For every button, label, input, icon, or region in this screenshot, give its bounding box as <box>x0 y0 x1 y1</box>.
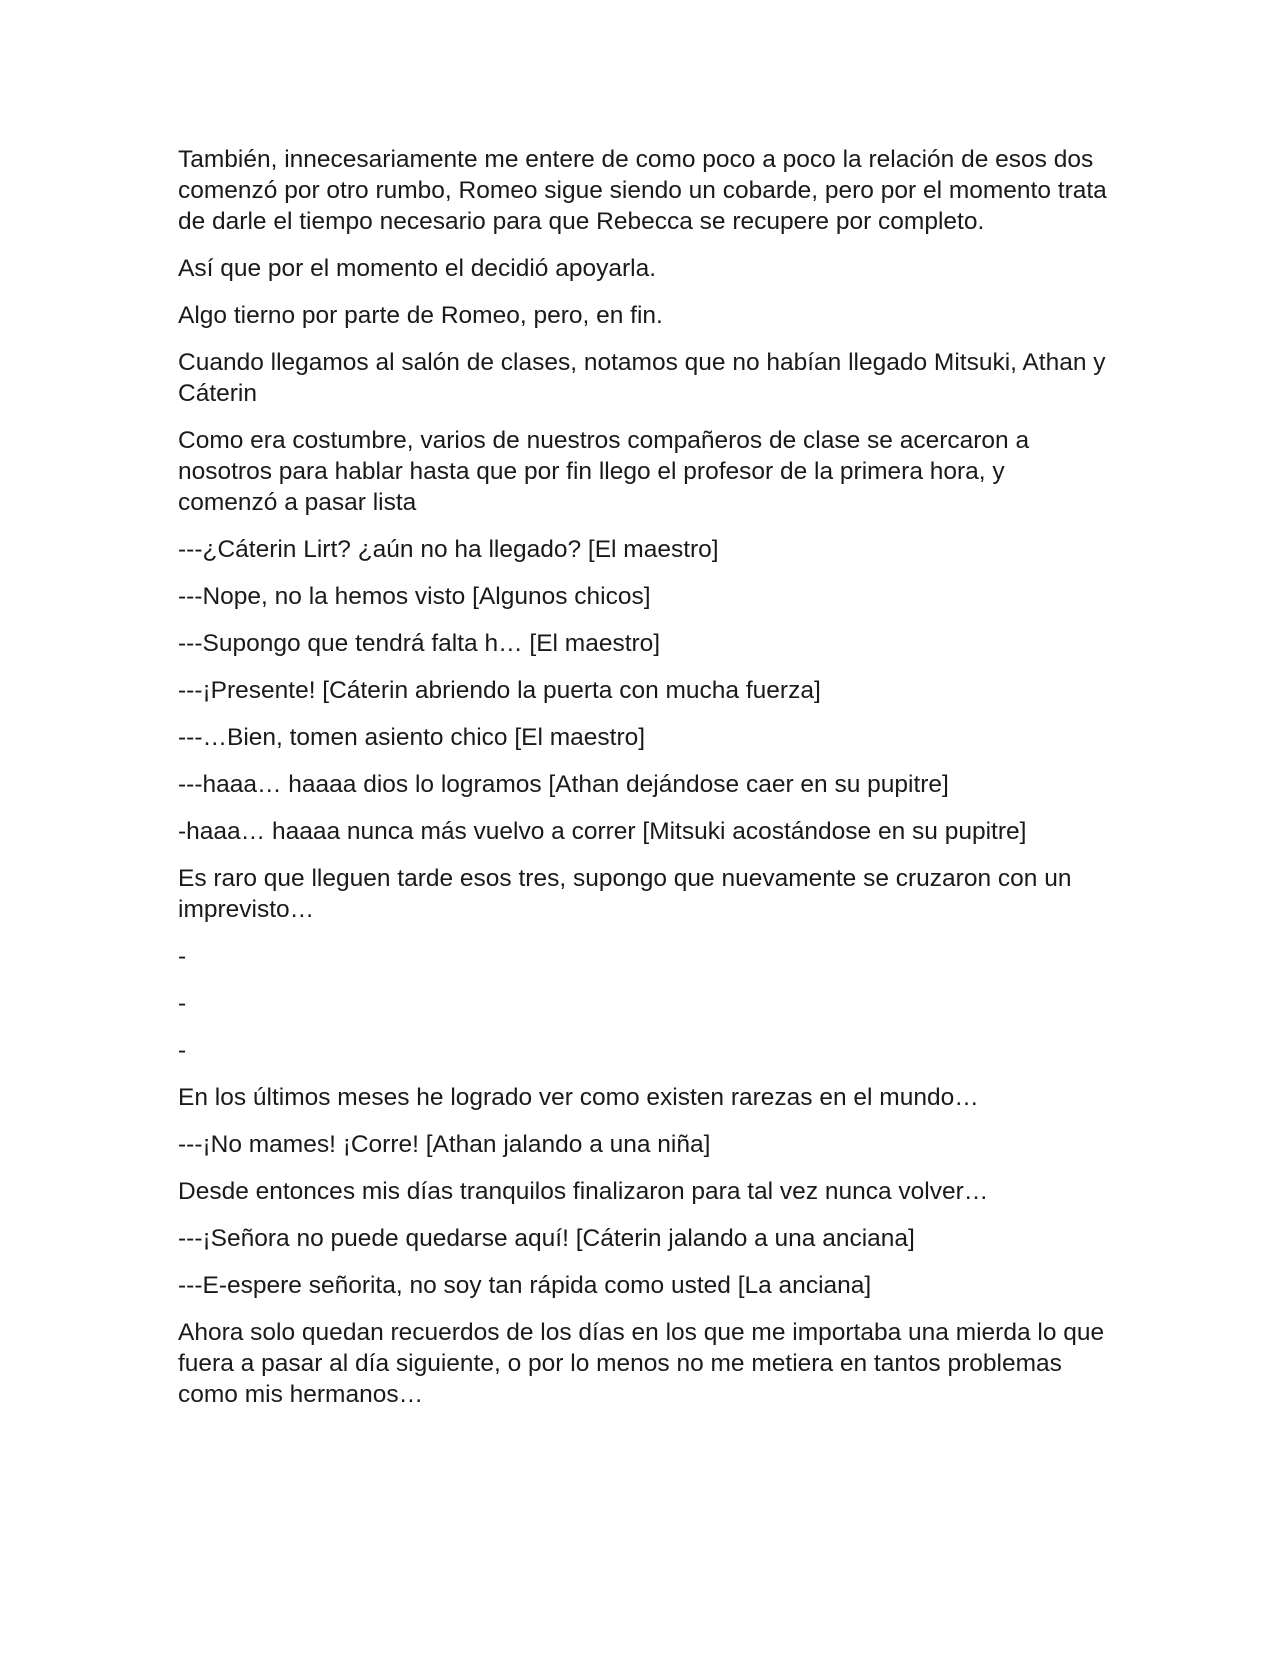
dialogue-line: ---Nope, no la hemos visto [Algunos chicos] <box>178 583 651 610</box>
paragraph: Como era costumbre, varios de nuestros compañeros de clase se acercaron a nosotros para hablar hasta que por fin llego el profesor de la primera hora, y comenzó a pasar lista <box>178 427 1030 516</box>
dialogue-line: -haaa… haaaa nunca más vuelvo a correr [Mitsuki acostándose en su pupitre] <box>178 818 1027 845</box>
scene-break: - <box>178 943 187 970</box>
paragraph: Cuando llegamos al salón de clases, notamos que no habían llegado Mitsuki, Athan y Cáterin <box>178 349 1106 407</box>
paragraph: Algo tierno por parte de Romeo, pero, en fin. <box>178 302 663 329</box>
dialogue-line: ---¡Presente! [Cáterin abriendo la puerta con mucha fuerza] <box>178 677 821 704</box>
scene-break: - <box>178 990 187 1017</box>
document-body <box>178 144 1108 1426</box>
paragraph: Desde entonces mis días tranquilos finalizaron para tal vez nunca volver… <box>178 1178 989 1205</box>
dialogue-line: ---¿Cáterin Lirt? ¿aún no ha llegado? [El maestro] <box>178 536 719 563</box>
dialogue-line: ---haaa… haaaa dios lo logramos [Athan dejándose caer en su pupitre] <box>178 771 949 798</box>
dialogue-line: ---…Bien, tomen asiento chico [El maestro] <box>178 724 646 751</box>
dialogue-line: ---E-espere señorita, no soy tan rápida como usted [La anciana] <box>178 1272 872 1299</box>
dialogue-line: ---¡No mames! ¡Corre! [Athan jalando a una niña] <box>178 1131 711 1158</box>
scene-break: - <box>178 1037 187 1064</box>
paragraph: Es raro que lleguen tarde esos tres, supongo que nuevamente se cruzaron con un imprevisto… <box>178 865 1072 923</box>
dialogue-line: ---Supongo que tendrá falta h… [El maestro] <box>178 630 661 657</box>
paragraph: Así que por el momento el decidió apoyarla. <box>178 255 657 282</box>
paragraph: En los últimos meses he logrado ver como existen rarezas en el mundo… <box>178 1084 979 1111</box>
paragraph: Ahora solo quedan recuerdos de los días en los que me importaba una mierda lo que fuera a pasar al día siguiente, o por lo menos no me metiera en tantos problemas como mis hermanos… <box>178 1319 1105 1408</box>
paragraph: También, innecesariamente me entere de como poco a poco la relación de esos dos comenzó por otro rumbo, Romeo sigue siendo un cobarde, pero por el momento trata de darle el tiempo necesario para que Rebecca se recupere por completo. <box>178 146 1107 235</box>
dialogue-line: ---¡Señora no puede quedarse aquí! [Cáterin jalando a una anciana] <box>178 1225 915 1252</box>
